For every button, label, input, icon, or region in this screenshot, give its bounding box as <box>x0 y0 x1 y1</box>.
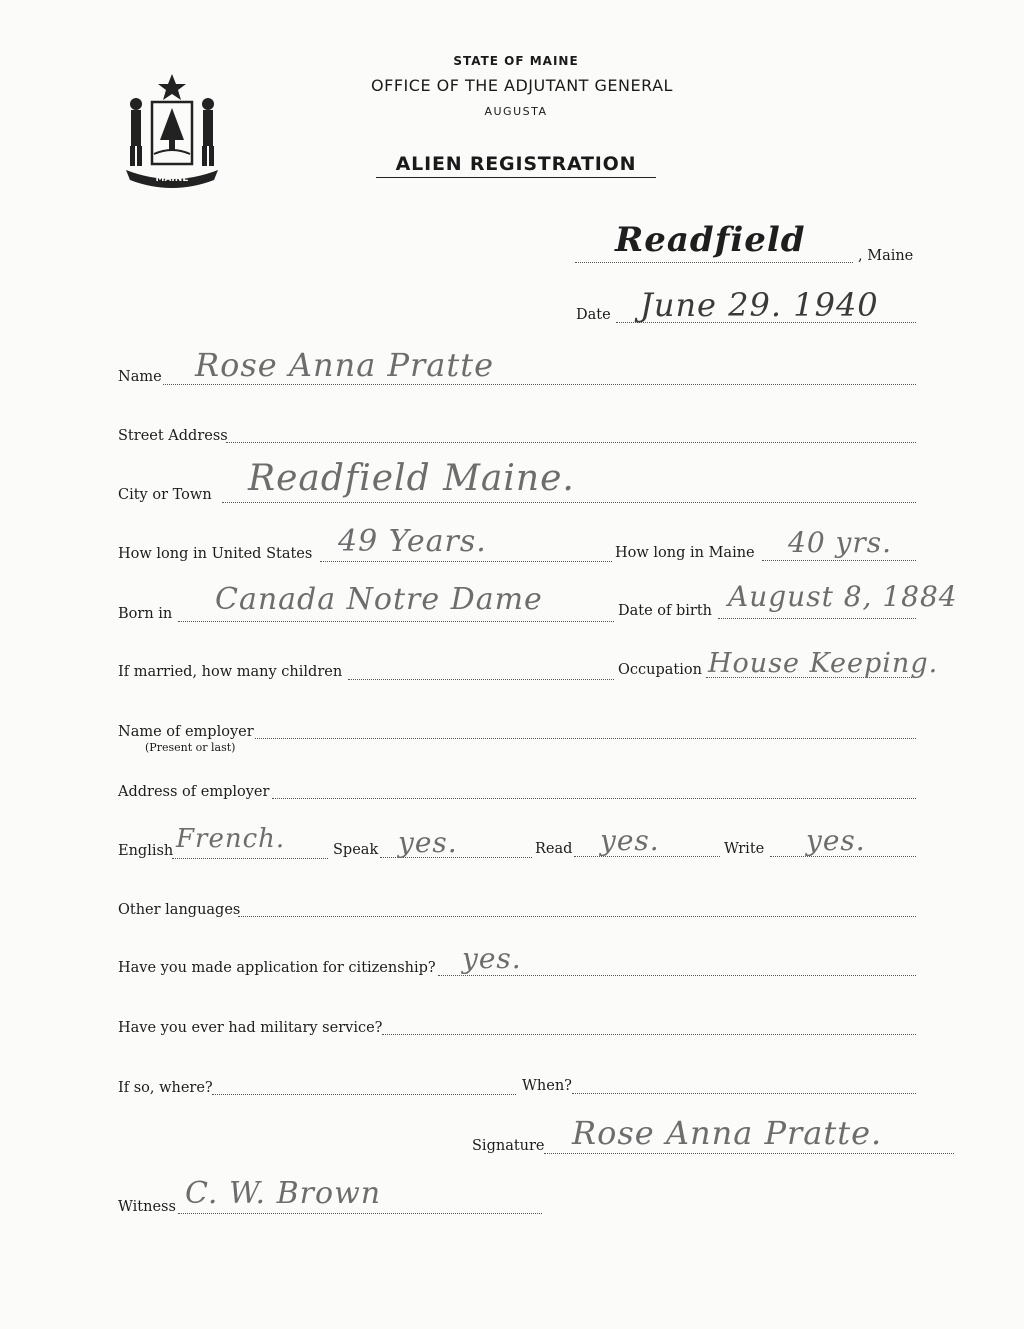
english-line <box>172 858 328 859</box>
city-line <box>222 502 916 503</box>
citizenship-line <box>438 975 916 976</box>
city-value[interactable]: Readfield Maine. <box>248 458 575 499</box>
signature-value[interactable]: Rose Anna Pratte. <box>572 1114 883 1152</box>
if-so-where-line <box>212 1094 516 1095</box>
citizenship-value[interactable]: yes. <box>462 942 522 975</box>
married-children-label: If married, how many children <box>118 664 343 680</box>
street-address-label: Street Address <box>118 428 228 444</box>
form-title: ALIEN REGISTRATION <box>376 153 656 178</box>
employer-name-label: Name of employer <box>118 724 254 740</box>
born-in-value[interactable]: Canada Notre Dame <box>215 582 543 617</box>
occupation-value[interactable]: House Keeping. <box>708 648 939 679</box>
born-in-line <box>178 621 614 622</box>
military-line <box>382 1034 916 1035</box>
occupation-label: Occupation <box>618 662 702 678</box>
how-long-us-label: How long in United States <box>118 546 313 562</box>
write-value[interactable]: yes. <box>806 824 866 857</box>
other-languages-line <box>238 916 916 917</box>
english-label: English <box>118 843 174 859</box>
date-of-birth-line <box>718 618 916 619</box>
signature-line <box>544 1153 954 1154</box>
military-label: Have you ever had military service? <box>118 1020 383 1036</box>
how-long-us-line <box>320 561 612 562</box>
speak-label: Speak <box>333 842 379 858</box>
write-label: Write <box>724 841 765 857</box>
present-or-last-note: (Present or last) <box>145 741 236 754</box>
witness-line <box>178 1213 542 1214</box>
street-address-line <box>226 442 916 443</box>
when-label: When? <box>522 1078 572 1094</box>
date-of-birth-value[interactable]: August 8, 1884 <box>728 580 958 613</box>
city-label: City or Town <box>118 487 212 503</box>
name-value[interactable]: Rose Anna Pratte <box>195 346 495 384</box>
how-long-maine-label: How long in Maine <box>615 545 755 561</box>
how-long-maine-line <box>762 560 916 561</box>
seal-banner-text: MAINE <box>155 174 189 184</box>
married-children-line <box>348 679 614 680</box>
name-line <box>163 384 916 385</box>
date-of-birth-label: Date of birth <box>618 603 713 619</box>
employer-name-line <box>255 738 916 739</box>
date-value[interactable]: June 29. 1940 <box>640 286 879 324</box>
state-heading: STATE OF MAINE <box>453 54 579 68</box>
witness-value[interactable]: C. W. Brown <box>185 1176 382 1211</box>
name-label: Name <box>118 369 162 385</box>
how-long-maine-value[interactable]: 40 yrs. <box>788 526 893 559</box>
other-languages-label: Other languages <box>118 902 241 918</box>
how-long-us-value[interactable]: 49 Years. <box>338 524 487 559</box>
born-in-label: Born in <box>118 606 173 622</box>
employer-address-label: Address of employer <box>118 784 270 800</box>
employer-address-line <box>272 798 916 799</box>
date-label: Date <box>576 307 611 323</box>
town-line <box>575 262 853 263</box>
speak-value[interactable]: yes. <box>398 826 458 859</box>
english-value[interactable]: French. <box>176 824 286 854</box>
town-value[interactable]: Readfield <box>615 220 806 260</box>
signature-label: Signature <box>472 1138 545 1154</box>
read-label: Read <box>535 841 573 857</box>
read-value[interactable]: yes. <box>600 824 660 857</box>
when-line <box>572 1093 916 1094</box>
citizenship-label: Have you made application for citizenship? <box>118 960 436 976</box>
city-heading: AUGUSTA <box>484 105 548 118</box>
maine-label: , Maine <box>858 248 914 264</box>
witness-label: Witness <box>118 1199 176 1215</box>
if-so-where-label: If so, where? <box>118 1080 213 1096</box>
office-heading: OFFICE OF THE ADJUTANT GENERAL <box>371 76 673 95</box>
